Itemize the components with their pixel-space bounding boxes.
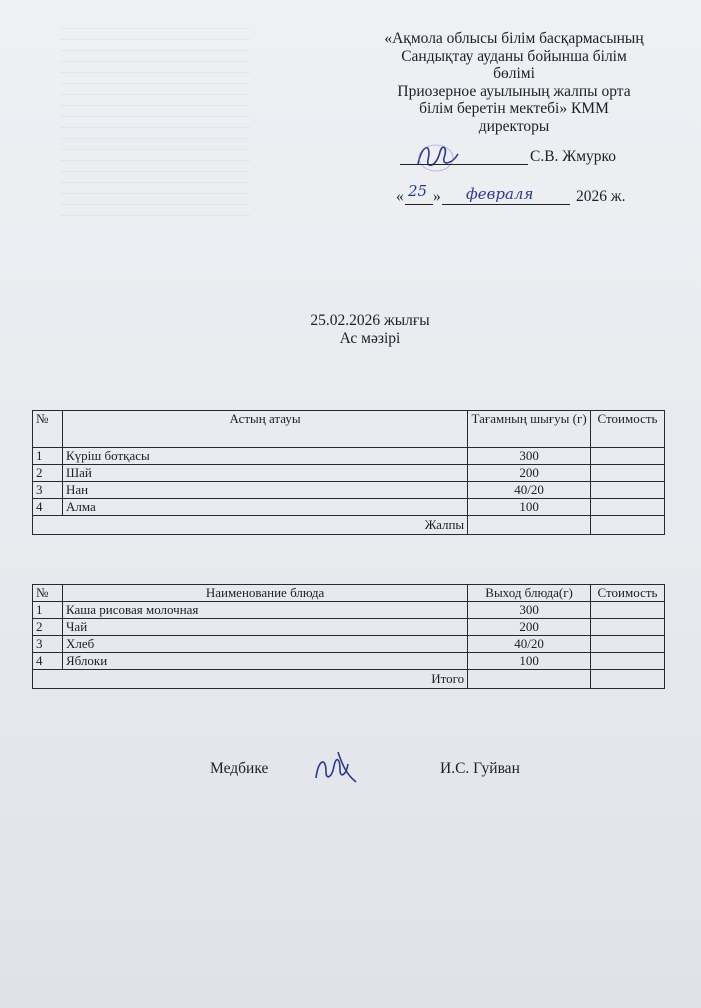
day-underline	[405, 204, 433, 205]
row-dish: Күріш ботқасы	[62, 448, 467, 465]
row-cost	[591, 499, 665, 516]
row-number: 1	[33, 602, 63, 619]
total-cost	[591, 516, 665, 535]
table-row	[33, 499, 665, 516]
row-portion: 300	[468, 602, 591, 619]
date-month: февраля	[466, 185, 534, 203]
row-number: 2	[33, 465, 63, 482]
row-dish: Каша рисовая молочная	[62, 602, 467, 619]
approval-line: директоры	[478, 117, 550, 135]
total-portion	[468, 670, 591, 689]
header-dish: Астың атауы	[62, 411, 467, 448]
row-dish: Нан	[62, 482, 467, 499]
row-number: 2	[33, 619, 63, 636]
menu-table-kz	[32, 410, 665, 535]
bleed-through-decoration	[60, 18, 250, 218]
row-number: 4	[33, 653, 63, 670]
table-row	[33, 448, 665, 465]
row-number: 4	[33, 499, 63, 516]
row-dish: Чай	[62, 619, 467, 636]
row-cost	[591, 636, 665, 653]
row-portion: 100	[468, 653, 591, 670]
approval-line: Приозерное ауылының жалпы орта	[397, 82, 631, 100]
row-portion: 200	[468, 465, 591, 482]
approval-block	[352, 30, 676, 135]
row-number: 3	[33, 482, 63, 499]
month-underline	[442, 204, 570, 205]
director-signature-line	[400, 148, 630, 168]
table-row	[33, 653, 665, 670]
row-dish: Яблоки	[62, 653, 467, 670]
table-row	[33, 465, 665, 482]
row-portion: 40/20	[468, 636, 591, 653]
row-portion: 40/20	[468, 482, 591, 499]
row-dish: Алма	[62, 499, 467, 516]
approval-line: білім беретін мектебі» КММ	[419, 100, 609, 117]
menu-date: 25.02.2026 жылғы	[310, 312, 430, 329]
signature-nurse	[312, 748, 360, 786]
table-row	[33, 636, 665, 653]
row-cost	[591, 465, 665, 482]
date-year: 2026 ж.	[576, 188, 626, 205]
row-portion: 300	[468, 448, 591, 465]
table-total-row	[33, 516, 665, 535]
header-portion: Тағамның шығуы (г)	[468, 411, 591, 448]
row-cost	[591, 619, 665, 636]
nurse-role: Медбике	[210, 760, 269, 777]
header-portion: Выход блюда(г)	[468, 585, 591, 602]
total-portion	[468, 516, 591, 535]
date-day: 25	[408, 182, 428, 200]
menu-table-ru	[32, 584, 665, 689]
table-row	[33, 482, 665, 499]
approval-line: бөлімі	[493, 65, 535, 82]
row-portion: 100	[468, 499, 591, 516]
row-cost	[591, 653, 665, 670]
header-number: №	[33, 411, 63, 448]
approval-line: Сандықтау ауданы бойынша білім	[401, 47, 627, 65]
header-number: №	[33, 585, 63, 602]
approval-date	[396, 182, 656, 210]
date-open-quote: «	[396, 188, 404, 205]
table-row	[33, 602, 665, 619]
director-name: С.В. Жмурко	[530, 148, 616, 165]
signature-underline	[400, 164, 528, 165]
nurse-name: И.С. Гуйван	[440, 760, 520, 777]
row-number: 3	[33, 636, 63, 653]
row-dish: Шай	[62, 465, 467, 482]
row-portion: 200	[468, 619, 591, 636]
row-cost	[591, 448, 665, 465]
date-close-quote: »	[433, 188, 441, 205]
table-header-row	[33, 585, 665, 602]
approval-line: «Ақмола облысы білім басқармасының	[384, 30, 644, 47]
table-row	[33, 619, 665, 636]
menu-title: Ас мәзірі	[339, 330, 401, 347]
row-number: 1	[33, 448, 63, 465]
header-dish: Наименование блюда	[62, 585, 467, 602]
table-total-row	[33, 670, 665, 689]
row-dish: Хлеб	[62, 636, 467, 653]
menu-title-block	[260, 312, 480, 348]
total-label: Итого	[33, 670, 468, 689]
header-cost: Стоимость	[591, 411, 665, 448]
header-cost: Стоимость	[591, 585, 665, 602]
row-cost	[591, 482, 665, 499]
total-label: Жалпы	[33, 516, 468, 535]
table-header-row	[33, 411, 665, 448]
total-cost	[591, 670, 665, 689]
row-cost	[591, 602, 665, 619]
